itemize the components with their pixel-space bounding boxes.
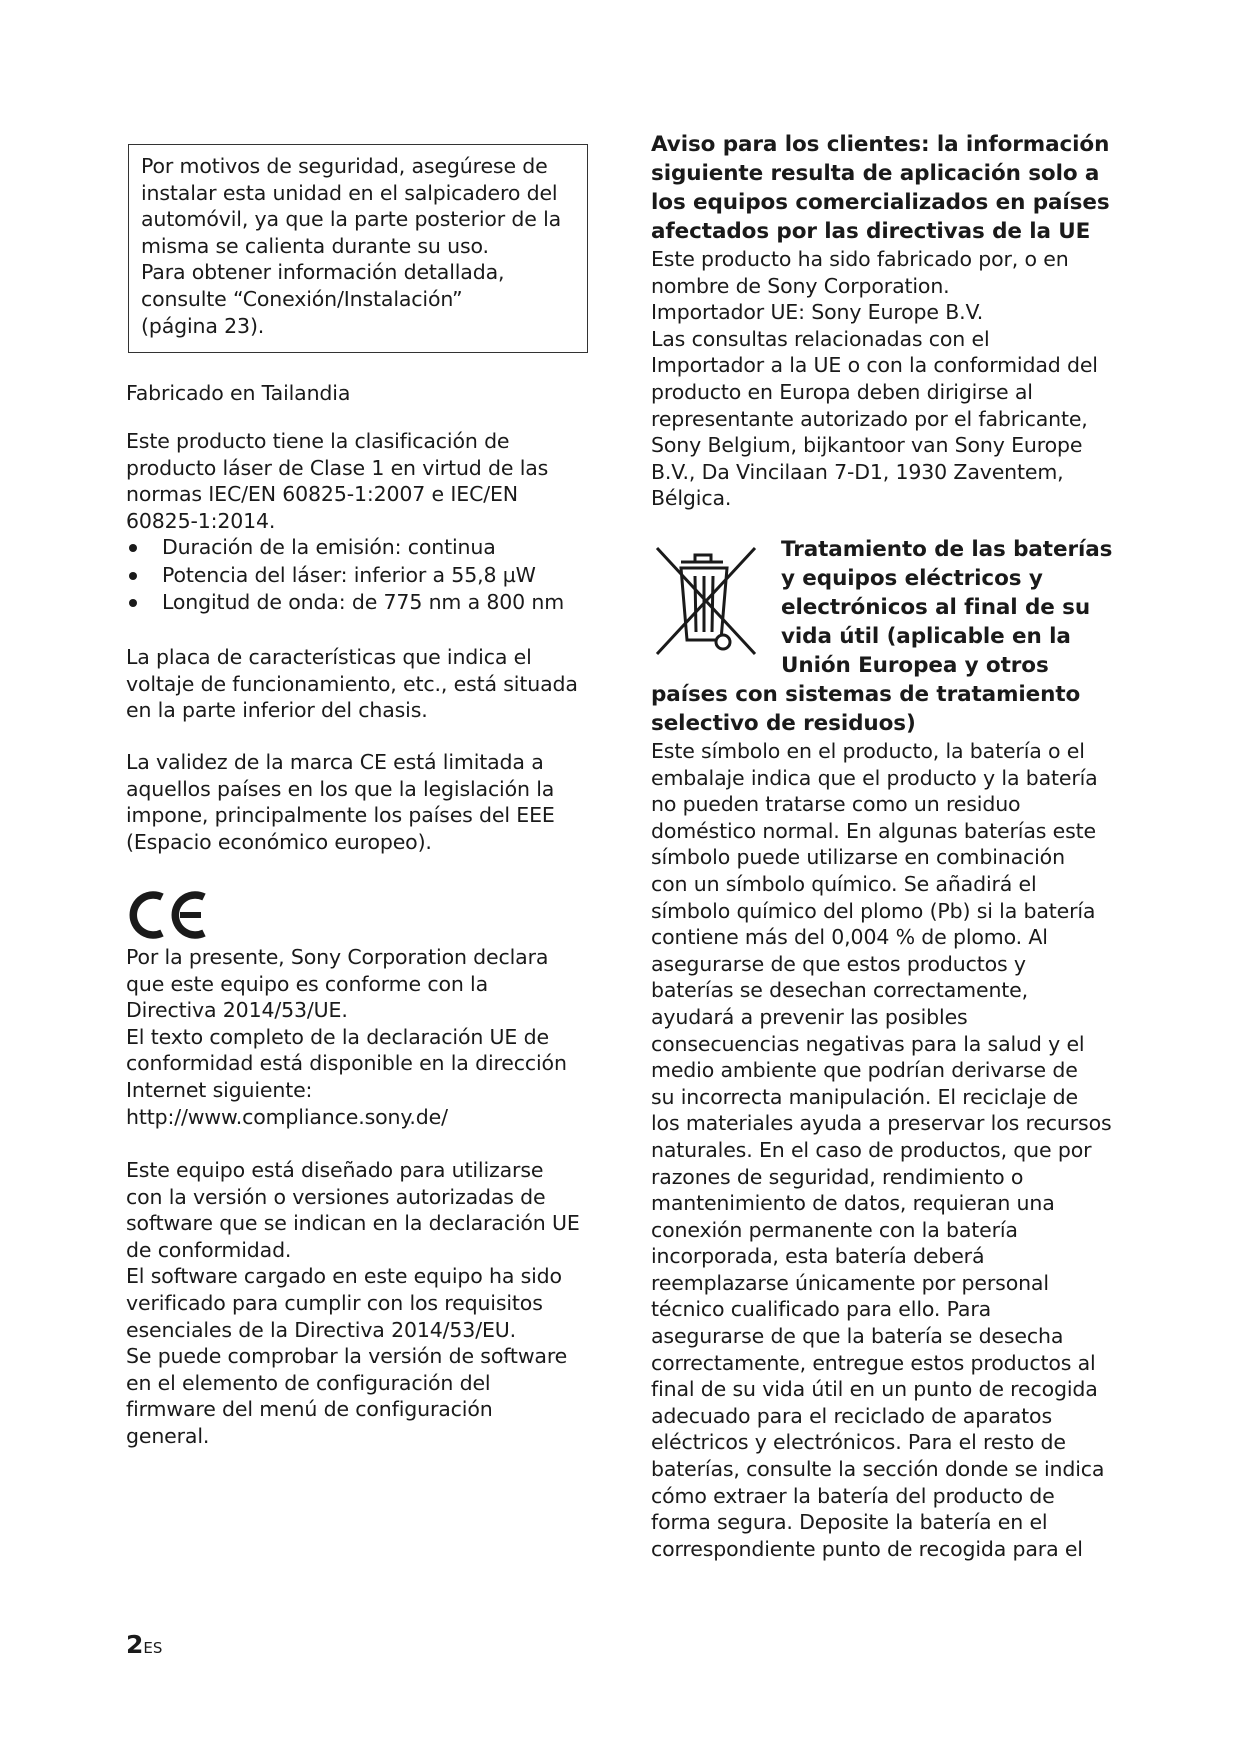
software-line: en el elemento de configuración del: [126, 1370, 491, 1395]
ce-mark-icon: [128, 889, 210, 941]
weee-line: cómo extraer la batería del producto de: [651, 1483, 1055, 1508]
weee-section: [651, 680, 1121, 1562]
weee-line: adecuado para el reciclado de aparatos: [651, 1403, 1052, 1428]
crossed-out-bin-icon: [651, 542, 761, 662]
notice-heading-line: afectados por las directivas de la UE: [651, 219, 1091, 244]
weee-line: reemplazarse únicamente por personal: [651, 1270, 1049, 1295]
weee-line: final de su vida útil en un punto de recogida: [651, 1377, 1098, 1402]
software-line: verificado para cumplir con los requisitos: [126, 1290, 543, 1315]
made-in-text: Fabricado en Tailandia: [126, 381, 351, 405]
notice-line: producto en Europa deben dirigirse al: [651, 379, 1033, 404]
plate-line: voltaje de funcionamiento, etc., está situada: [126, 671, 578, 696]
notice-line: nombre de Sony Corporation.: [651, 273, 950, 298]
page-number-value: 2: [126, 1630, 144, 1659]
software-line: esenciales de la Directiva 2014/53/EU.: [126, 1317, 516, 1342]
weee-line: baterías se desechan correctamente,: [651, 978, 1029, 1003]
weee-line: embalaje indica que el producto y la batería: [651, 765, 1098, 790]
weee-line: consecuencias negativas para la salud y el: [651, 1031, 1085, 1056]
weee-line: ayudará a prevenir las posibles: [651, 1004, 968, 1029]
eu-notice-section: [651, 130, 1121, 512]
notice-line: Sony Belgium, bijkantoor van Sony Europe: [651, 433, 1083, 458]
weee-line: Este símbolo en el producto, la batería o el: [651, 739, 1085, 763]
weee-line: baterías, consulte la sección donde se indica: [651, 1457, 1105, 1482]
laser-line: Este producto tiene la clasificación de: [126, 429, 510, 453]
declaration-paragraph: [126, 944, 606, 1130]
weee-line: eléctricos y electrónicos. Para el resto de: [651, 1430, 1066, 1455]
page-language-code: ES: [143, 1639, 163, 1657]
declaration-line: Directiva 2014/53/UE.: [126, 998, 348, 1023]
weee-line: forma segura. Deposite la batería en el: [651, 1510, 1048, 1535]
list-item: Potencia del láser: inferior a 55,8 µW: [126, 562, 606, 590]
weee-heading-line: Unión Europea y otros: [781, 653, 1049, 678]
weee-line: conexión permanente con la batería: [651, 1217, 1018, 1242]
safety-line: misma se calienta durante su uso.: [141, 233, 489, 258]
weee-line: medio ambiente que podrían derivarse de: [651, 1058, 1078, 1083]
weee-line: asegurarse de que la batería se desecha: [651, 1324, 1064, 1349]
laser-line: producto láser de Clase 1 en virtud de las: [126, 455, 549, 480]
weee-heading-side: [781, 535, 1121, 680]
software-paragraph: [126, 1157, 606, 1450]
software-line: software que se indican en la declaración UE: [126, 1211, 580, 1236]
list-item: Duración de la emisión: continua: [126, 534, 606, 562]
ce-line: (Espacio económico europeo).: [126, 829, 432, 854]
software-line: con la versión o versiones autorizadas de: [126, 1184, 546, 1209]
weee-heading-line: electrónicos al final de su: [781, 595, 1091, 620]
notice-line: Importador UE: Sony Europe B.V.: [651, 300, 984, 325]
weee-line: los materiales ayuda a preservar los recursos: [651, 1111, 1112, 1136]
weee-line: su incorrecta manipulación. El reciclaje de: [651, 1084, 1079, 1109]
weee-line: mantenimiento de datos, requieran una: [651, 1191, 1055, 1216]
weee-heading-line: vida útil (aplicable en la: [781, 624, 1071, 649]
declaration-line: que este equipo es conforme con la: [126, 971, 488, 996]
laser-line: 60825-1:2014.: [126, 508, 276, 533]
plate-line: La placa de características que indica el: [126, 645, 532, 669]
software-line: El software cargado en este equipo ha sido: [126, 1264, 562, 1289]
notice-line: B.V., Da Vincilaan 7-D1, 1930 Zaventem,: [651, 459, 1064, 484]
ce-line: aquellos países en los que la legislación la: [126, 776, 555, 801]
safety-line: instalar esta unidad en el salpicadero del: [141, 180, 558, 205]
weee-heading-line: selectivo de residuos): [651, 711, 916, 736]
safety-line: consulte “Conexión/Instalación”: [141, 286, 463, 311]
declaration-line: conformidad está disponible en la dirección: [126, 1051, 567, 1076]
weee-line: con un símbolo químico. Se añadirá el: [651, 871, 1037, 896]
safety-line: Por motivos de seguridad, asegúrese de: [141, 154, 548, 178]
laser-classification: [126, 428, 606, 617]
notice-line: Las consultas relacionadas con el: [651, 326, 990, 351]
laser-line: normas IEC/EN 60825-1:2007 e IEC/EN: [126, 482, 518, 507]
laser-specs-list: [126, 534, 606, 617]
weee-heading-line: Tratamiento de las baterías: [781, 537, 1113, 562]
software-line: de conformidad.: [126, 1237, 292, 1262]
declaration-line: El texto completo de la declaración UE de: [126, 1024, 549, 1049]
safety-line: automóvil, ya que la parte posterior de la: [141, 207, 562, 232]
weee-line: técnico cualificado para ello. Para: [651, 1297, 992, 1322]
ce-validity-paragraph: [126, 749, 606, 855]
declaration-line: Por la presente, Sony Corporation declara: [126, 945, 549, 969]
weee-line: asegurarse de que estos productos y: [651, 951, 1026, 976]
weee-line: contiene más del 0,004 % de plomo. Al: [651, 925, 1048, 950]
weee-line: correctamente, entregue estos productos al: [651, 1350, 1096, 1375]
software-line: Se puede comprobar la versión de software: [126, 1344, 568, 1369]
notice-line: representante autorizado por el fabricante,: [651, 406, 1088, 431]
safety-line: Para obtener información detallada,: [141, 260, 505, 285]
weee-line: naturales. En el caso de productos, que por: [651, 1137, 1092, 1162]
list-item: Longitud de onda: de 775 nm a 800 nm: [126, 589, 606, 617]
software-line: Este equipo está diseñado para utilizarse: [126, 1158, 544, 1182]
notice-line: Importador a la UE o con la conformidad del: [651, 353, 1098, 378]
safety-notice-box: [128, 144, 588, 353]
compliance-url[interactable]: http://www.compliance.sony.de/: [126, 1104, 448, 1129]
weee-line: correspondiente punto de recogida para el: [651, 1536, 1083, 1561]
ce-line: impone, principalmente los países del EEE: [126, 803, 555, 828]
software-line: firmware del menú de configuración: [126, 1397, 493, 1422]
declaration-line: Internet siguiente:: [126, 1077, 313, 1102]
notice-heading-line: los equipos comercializados en países: [651, 190, 1110, 215]
notice-heading-line: Aviso para los clientes: la información: [651, 132, 1110, 157]
weee-line: incorporada, esta batería deberá: [651, 1244, 985, 1269]
notice-line: Bélgica.: [651, 486, 732, 511]
plate-line: en la parte inferior del chasis.: [126, 698, 428, 723]
ce-line: La validez de la marca CE está limitada a: [126, 750, 544, 774]
weee-line: no pueden tratarse como un residuo: [651, 792, 1021, 817]
weee-heading-line: países con sistemas de tratamiento: [651, 682, 1081, 707]
rating-plate-paragraph: [126, 644, 606, 724]
weee-heading-line: y equipos eléctricos y: [781, 566, 1043, 591]
weee-line: símbolo puede utilizarse en combinación: [651, 845, 1065, 870]
weee-line: razones de seguridad, rendimiento o: [651, 1164, 1024, 1189]
notice-line: Este producto ha sido fabricado por, o en: [651, 247, 1069, 271]
safety-line: (página 23).: [141, 313, 265, 338]
notice-heading-line: siguiente resulta de aplicación solo a: [651, 161, 1100, 186]
weee-line: símbolo químico del plomo (Pb) si la batería: [651, 898, 1096, 923]
software-line: general.: [126, 1423, 210, 1448]
page-number: [126, 1630, 162, 1659]
weee-line: doméstico normal. En algunas baterías este: [651, 818, 1096, 843]
